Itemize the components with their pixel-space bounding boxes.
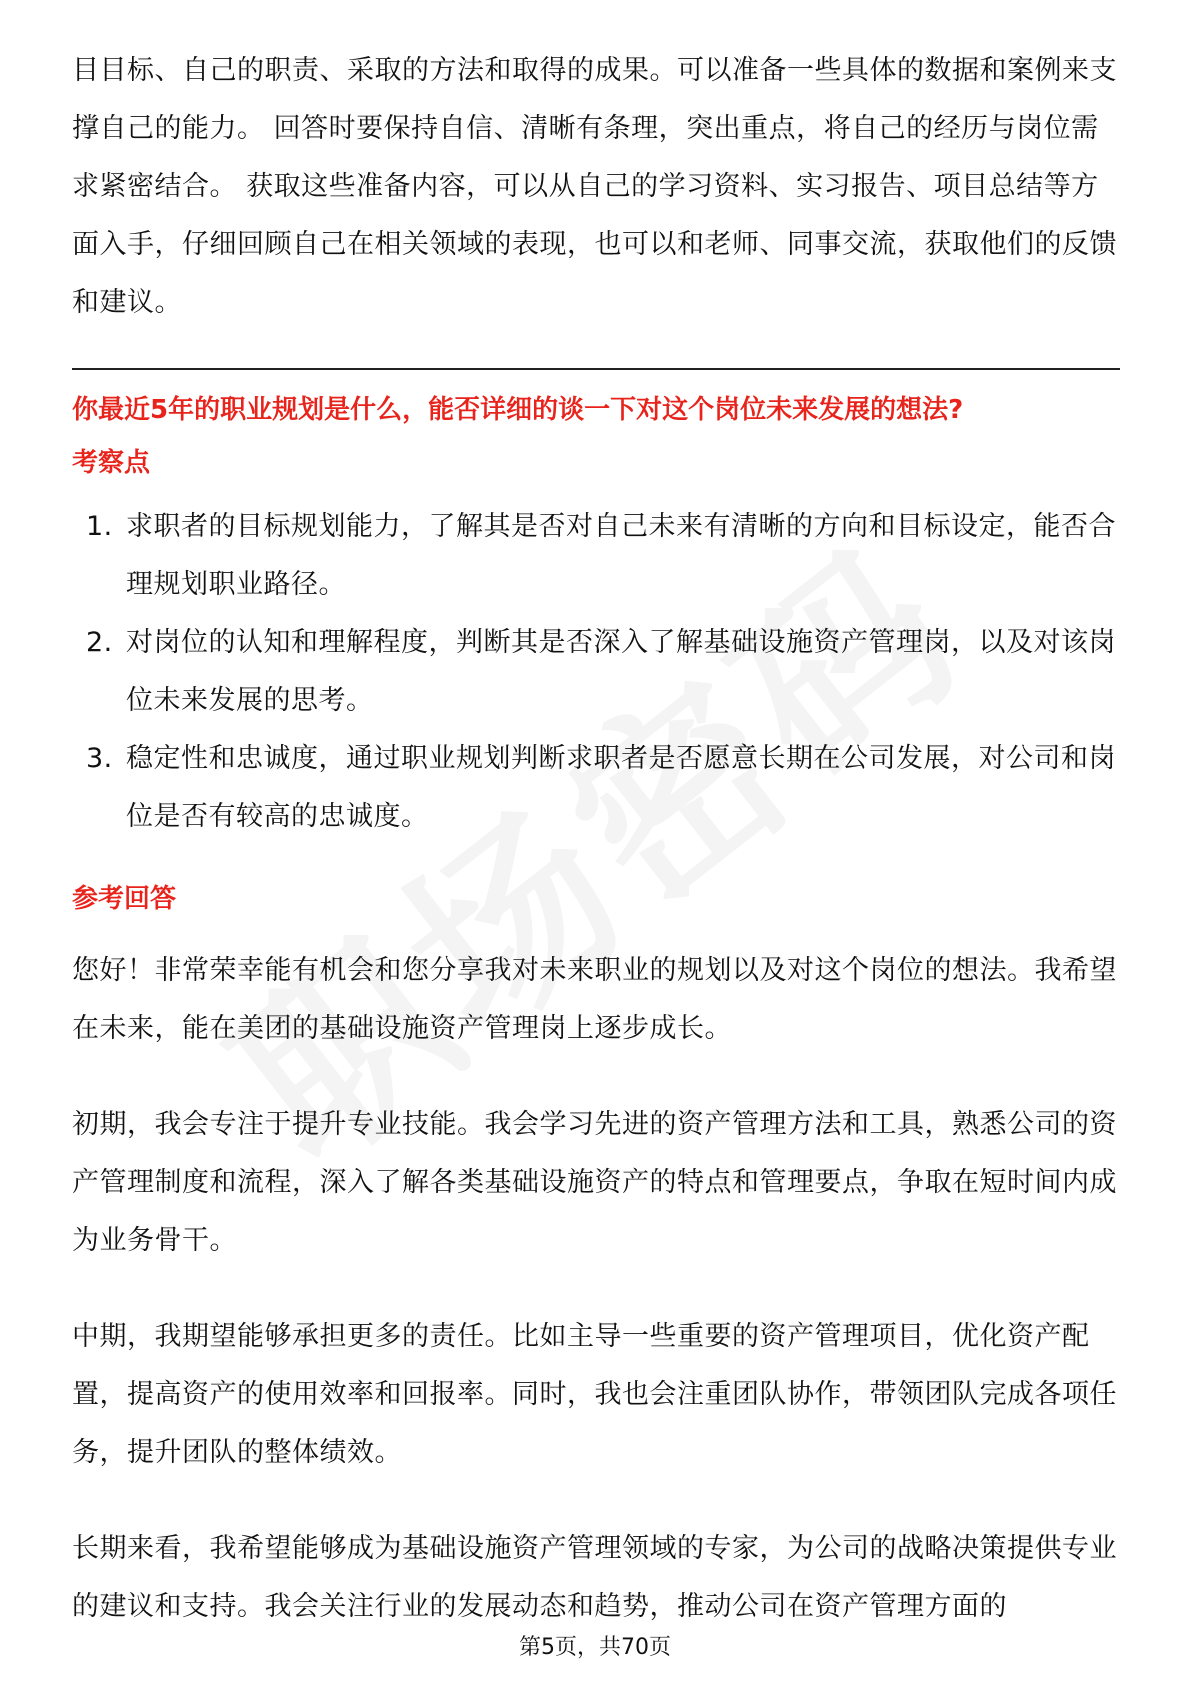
point-text: 求职者的目标规划能力，了解其是否对自己未来有清晰的方向和目标设定，能否合理规划职业路径。 — [126, 511, 1116, 600]
answer-paragraph: 初期，我会专注于提升专业技能。我会学习先进的资产管理方法和工具，熟悉公司的资产管理制度和流程，深入了解各类基础设施资产的特点和管理要点，争取在短时间内成为业务骨干。 — [72, 1109, 1117, 1256]
answer-paragraph: 中期，我期望能够承担更多的责任。比如主导一些重要的资产管理项目，优化资产配置，提高资产的使用效率和回报率。同时，我也会注重团队协作，带领团队完成各项任务，提升团队的整体绩效。 — [72, 1321, 1117, 1468]
question-heading: 你最近5年的职业规划是什么，能否详细的谈一下对这个岗位未来发展的想法? — [72, 395, 964, 425]
assessment-label: 考察点 — [72, 448, 151, 478]
point-number: 3. — [86, 743, 113, 774]
point-text: 稳定性和忠诚度，通过职业规划判断求职者是否愿意长期在公司发展，对公司和岗位是否有较高的忠诚度。 — [126, 743, 1116, 832]
point-number: 2. — [86, 627, 113, 658]
page-footer: 第5页，共70页 — [519, 1635, 671, 1660]
assessment-point — [72, 614, 1120, 730]
assessment-point — [72, 498, 1120, 614]
answer-label: 参考回答 — [72, 884, 177, 914]
page-content — [72, 42, 1120, 1674]
answer-paragraph: 长期来看，我希望能够成为基础设施资产管理领域的专家，为公司的战略决策提供专业的建议和支持。我会关注行业的发展动态和趋势，推动公司在资产管理方面的 — [72, 1533, 1117, 1622]
assessment-point — [72, 730, 1120, 846]
section-divider — [72, 368, 1120, 370]
point-text: 对岗位的认知和理解程度，判断其是否深入了解基础设施资产管理岗，以及对该岗位未来发展的思考。 — [126, 627, 1116, 716]
answer-paragraph: 您好！非常荣幸能有机会和您分享我对未来职业的规划以及对这个岗位的想法。我希望在未来，能在美团的基础设施资产管理岗上逐步成长。 — [72, 955, 1117, 1044]
point-number: 1. — [86, 511, 113, 542]
assessment-points-list — [72, 498, 1120, 846]
intro-paragraph: 目目标、自己的职责、采取的方法和取得的成果。可以准备一些具体的数据和案例来支撑自己的能力。 回答时要保持自信、清晰有条理，突出重点，将自己的经历与岗位需求紧密结合。 获取这些准备内容，可以从自己的学习资料、实习报告、项目总结等方面入手，仔细回顾自己在相关领域的表现，也可以和老师、同事交流，获取他们的反馈和建议。 — [72, 55, 1117, 318]
